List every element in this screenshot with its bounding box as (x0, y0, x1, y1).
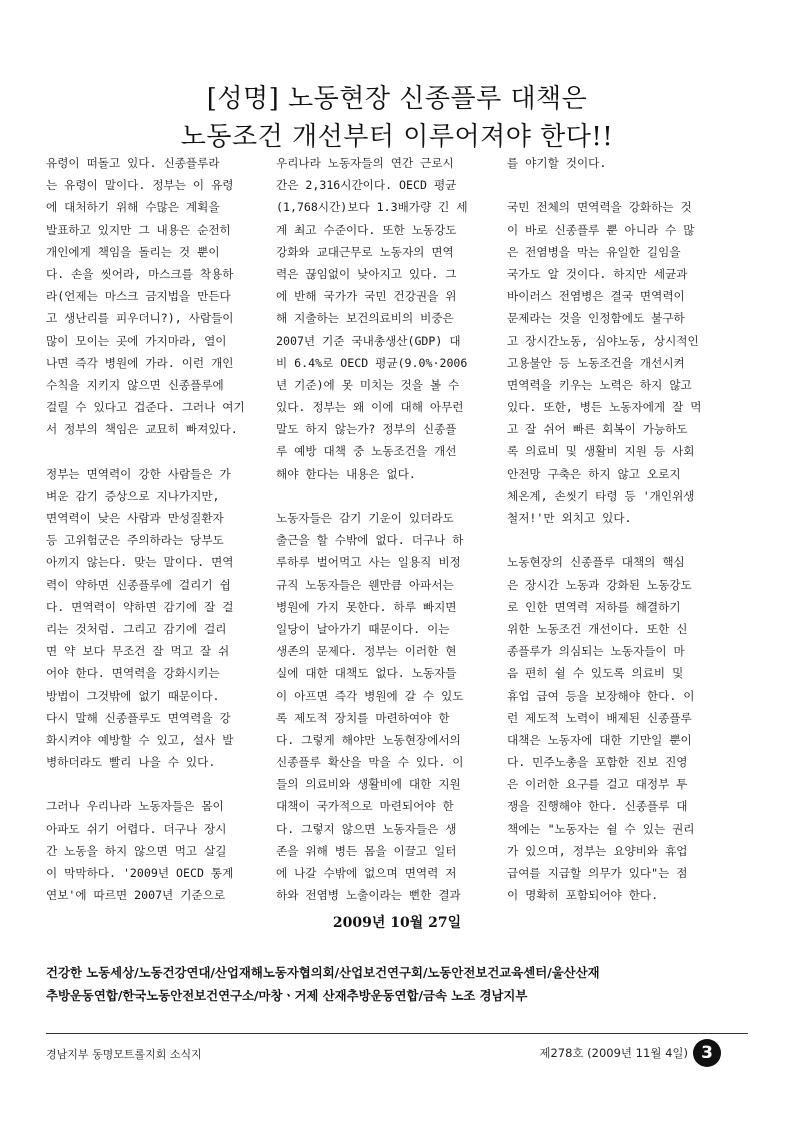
text-line: 벼운 감기 증상으로 지나가지만, (46, 488, 220, 503)
text-line: 있다. 또한, 병든 노동자에게 잘 먹 (507, 400, 702, 415)
signatory-organizations (46, 961, 746, 1007)
text-line: 고 장시간노동, 심야노동, 상시적인 (507, 333, 699, 348)
text-line: 쟁을 진행해야 한다. 신종플루 대 (507, 799, 688, 814)
text-line: 해 지출하는 보건의료비의 비중은 (276, 311, 454, 326)
text-line: 년 기준)에 못 미치는 것을 볼 수 (276, 377, 460, 392)
text-line: 일당이 날아가기 때문이다. 이는 (276, 621, 450, 636)
text-line: 는 유령이 말이다. 정부는 이 유령 (46, 178, 234, 193)
text-line: 위한 노동조건 개선이다. 또한 신 (507, 621, 688, 636)
text-line: 2007년 기준 국내총생산(GDP) 대 (276, 333, 461, 348)
text-line: 력이 약하면 신종플루에 걸리기 쉽 (46, 577, 231, 592)
title-line-1: [성명] 노동현장 신종플루 대책은 (206, 84, 588, 114)
text-line: 다. 민주노총을 포함한 진보 진영 (507, 755, 688, 770)
text-line: 에 반해 국가가 국민 건강권을 위 (276, 289, 457, 304)
text-line: 해야 한다는 내용은 없다. (276, 466, 416, 481)
organizations-line-1: 건강한 노동세상/노동건강연대/산업재해노동자협의회/산업보건연구회/노동안전보건교육센터/울산산재 (46, 965, 600, 980)
text-line: 철저!'만 외치고 있다. (507, 511, 632, 525)
text-line: 에 나갈 수밖에 없으며 면역력 저 (276, 866, 457, 880)
text-line: 국가도 알 것이다. 하지만 세균과 (507, 266, 688, 281)
text-line: 안전망 구축은 하지 않고 오로지 (507, 466, 681, 481)
text-line: 수칙을 지키지 않으면 신종플루에 (46, 377, 224, 392)
text-line: 이 막막하다. '2009년 OECD 통계 (46, 866, 234, 880)
text-line: 이 바로 신종플루 뿐 아니라 수 많 (507, 222, 695, 237)
newsletter-name: 경남지부 동명모트롤지회 소식지 (46, 1048, 202, 1061)
title-line-2: 노동조건 개선부터 이루어져야 한다!! (180, 122, 614, 152)
text-line: 비 6.4%로 OECD 평균(9.0%·2006 (276, 355, 468, 370)
text-line: 간은 2,316시간이다. OECD 평균 (276, 178, 457, 193)
text-line: 로 인한 면역력 저하를 해결하기 (507, 599, 681, 614)
text-line: 생존의 문제다. 정부는 이러한 현 (276, 644, 457, 659)
text-line: 걸릴 수 있다고 겁준다. 그러나 여기 (46, 400, 245, 415)
text-line: 고 생난리를 피우더니?), 사람들이 (46, 311, 234, 326)
text-line: 루 예방 대책 중 노동조건을 개선 (276, 444, 457, 459)
text-line: 은 전염병을 막는 유일한 길임을 (507, 244, 681, 259)
text-line: 화시켜야 예방할 수 있고, 설사 발 (46, 732, 234, 747)
text-line: 대책은 노동자에 대한 기만일 뿐이 (507, 732, 692, 747)
text-line: 발표하고 있지만 그 내용은 순전히 (46, 222, 231, 237)
text-line: 면역력이 낮은 사람과 만성질환자 (46, 511, 224, 525)
text-line: 다시 말해 신종플루도 면역력을 강 (46, 710, 231, 725)
text-line: 다. 면역력이 약하면 감기에 잘 걸 (46, 599, 234, 614)
text-line: 개인에게 책임을 돌리는 것 뿐이 (46, 244, 220, 259)
text-line: 책에는 "노동자는 쉴 수 있는 권리 (507, 821, 695, 836)
article-column-3 (507, 152, 733, 906)
text-line: 문제라는 것을 인정함에도 불구하 (507, 311, 685, 326)
text-line: 병원에 가지 못한다. 하루 빠지면 (276, 599, 457, 614)
text-line: (1,768시간)보다 1.3배가량 긴 세 (276, 200, 468, 215)
text-line: 등 고위험군은 주의하라는 당부도 (46, 533, 224, 548)
text-line: 하와 전염병 노출이라는 뻔한 결과 (276, 888, 461, 903)
text-line: 체온계, 손씻기 타령 등 '개인위생 (507, 488, 695, 503)
text-line: 많이 모이는 곳에 가지마라, 열이 (46, 333, 227, 348)
text-line: 있다. 정부는 왜 이에 대해 아무런 (276, 400, 464, 415)
text-line: 규직 노동자들은 웬만큼 아파서는 (276, 577, 454, 592)
text-line: 다. 그렇지 않으면 노동자들은 생 (276, 821, 457, 836)
text-line: 고용불안 등 노동조건을 개선시켜 (507, 355, 685, 370)
text-line: 노동자들은 감기 기운이 있더라도 (276, 511, 454, 525)
text-line: 어야 한다. 면역력을 강화시키는 (46, 666, 220, 681)
text-line: 력은 끊임없이 낮아지고 있다. 그 (276, 266, 457, 281)
paragraph-break (507, 529, 733, 551)
text-line: 은 장시간 노동과 강화된 노동강도 (507, 577, 692, 592)
text-line: 라(언제는 마스크 금지법을 만든다 (46, 289, 231, 304)
text-line: 방법이 그것밖에 없기 때문이다. (46, 688, 220, 703)
text-line: 급여를 지급할 의무가 있다"는 점 (507, 866, 688, 880)
paragraph-break (507, 174, 733, 196)
text-line: 국민 전체의 면역력을 강화하는 것 (507, 200, 692, 215)
text-line: 신종플루 확산을 막을 수 있다. 이 (276, 755, 464, 770)
text-line: 이 아프면 즉각 병원에 갈 수 있도 (276, 688, 464, 703)
text-line: 종플루가 의심되는 노동자들이 마 (507, 644, 685, 659)
text-line: 휴업 급여 등을 보장해야 한다. 이 (507, 688, 695, 703)
text-line: 정부는 면역력이 강한 사람들은 가 (46, 466, 231, 481)
text-line: 존을 위해 병든 몸을 이끌고 일터 (276, 843, 457, 858)
text-line: 다. 그렇게 해야만 노동현장에서의 (276, 732, 461, 747)
text-line: 간 노동을 하지 않으면 먹고 살길 (46, 843, 227, 858)
text-line: 그러나 우리나라 노동자들은 몸이 (46, 799, 224, 814)
text-line: 바이러스 전염병은 결국 면역력이 (507, 289, 685, 304)
issue-info: 제278호 (2009년 11월 4일) (539, 1046, 688, 1060)
text-line: 실에 대한 대책도 없다. 노동자들 (276, 666, 457, 681)
text-line: 서 정부의 책임은 교묘히 빠져있다. (46, 422, 238, 437)
organizations-line-2: 추방운동연합/한국노동안전보건연구소/마창ㆍ거제 산재추방운동연합/금속 노조 경남지부 (46, 988, 528, 1003)
page-number: 3 (693, 1039, 721, 1067)
text-line: 록 의료비 및 생활비 지원 등 사회 (507, 444, 695, 459)
text-line: 아끼지 않는다. 맞는 말이다. 면역 (46, 555, 234, 570)
text-line: 나면 즉각 병원에 가라. 이런 개인 (46, 355, 234, 370)
text-line: 록 제도적 장치를 마련하여야 한 (276, 710, 450, 725)
text-line: 아파도 쉬기 어렵다. 더구나 장시 (46, 821, 227, 836)
text-line: 이 명확히 포함되어야 한다. (507, 888, 659, 903)
text-line: 들의 의료비와 생활비에 대한 지원 (276, 777, 461, 792)
text-line: 에 대처하기 위해 수많은 계획을 (46, 200, 220, 215)
paragraph-break (46, 440, 268, 462)
text-line: 우리나라 노동자들의 연간 근로시 (276, 156, 454, 170)
text-line: 음 편히 쉴 수 있도록 의료비 및 (507, 666, 684, 681)
text-line: 가 있으며, 정부는 요양비와 휴업 (507, 843, 688, 858)
text-line: 말도 하지 않는가? 정부의 신종플 (276, 422, 457, 437)
text-line: 은 이러한 요구를 걸고 대정부 투 (507, 777, 688, 792)
article-column-1 (46, 152, 268, 906)
text-line: 런 제도적 노력이 배제된 신종플루 (507, 710, 692, 725)
text-line: 리는 것처럼. 그리고 감기에 걸리 (46, 621, 227, 636)
text-line: 대책이 국가적으로 마련되어야 한 (276, 799, 454, 814)
paragraph-break (46, 773, 268, 795)
text-line: 고 잘 쉬어 빠른 회복이 가능하도 (507, 422, 688, 437)
text-line: 면역력을 키우는 노력은 하지 않고 (507, 377, 692, 392)
article-column-2 (276, 152, 498, 906)
paragraph-break (276, 485, 498, 507)
text-line: 계 최고 수준이다. 또한 노동강도 (276, 222, 457, 237)
text-line: 루하루 벌어먹고 사는 일용직 비정 (276, 555, 461, 570)
text-line: 유령이 떠돌고 있다. 신종플루라 (46, 156, 220, 170)
text-line: 를 야기할 것이다. (507, 156, 607, 170)
text-line: 출근을 할 수밖에 없다. 더구나 하 (276, 533, 464, 548)
text-line: 노동현장의 신종플루 대책의 핵심 (507, 555, 685, 570)
footer-divider (46, 1033, 748, 1034)
text-line: 강화와 교대근무로 노동자의 면역 (276, 244, 454, 259)
text-line: 병하더라도 빨리 나을 수 있다. (46, 755, 216, 770)
text-line: 연보'에 따르면 2007년 기준으로 (46, 888, 226, 903)
statement-date: 2009년 10월 27일 (332, 915, 462, 931)
text-line: 면 약 보다 무조건 잘 먹고 잘 쉬 (46, 644, 230, 659)
text-line: 다. 손을 씻어라, 마스크를 착용하 (46, 266, 234, 281)
